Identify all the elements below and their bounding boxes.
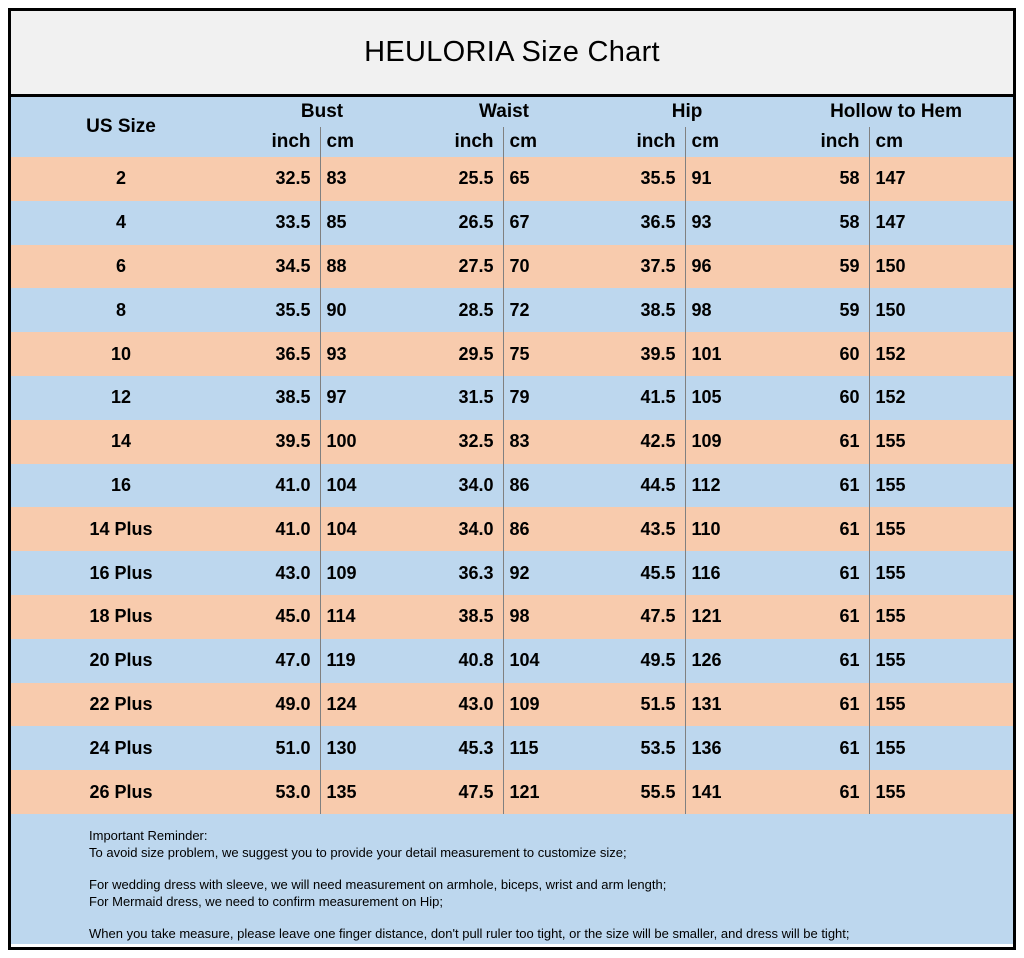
cell-hip-inch: 51.5 xyxy=(595,683,685,727)
cell-hollow-inch: 60 xyxy=(779,376,869,420)
cell-bust-inch: 53.0 xyxy=(231,770,320,814)
cell-us-size: 12 xyxy=(110,387,132,408)
cell-waist-inch: 28.5 xyxy=(413,288,503,332)
reminder-line: For Mermaid dress, we need to confirm measurement on Hip; xyxy=(89,893,444,909)
cell-us-size: 22 Plus xyxy=(89,693,153,714)
cell-hip-inch: 36.5 xyxy=(595,201,685,245)
size-row xyxy=(11,464,1013,508)
cell-hip-inch: 49.5 xyxy=(595,639,685,683)
cell-us-size: 20 Plus xyxy=(89,650,153,671)
cell-us-size: 16 xyxy=(110,474,132,495)
header-hollow-cm: cm xyxy=(869,127,1013,157)
size-row xyxy=(11,683,1013,727)
cell-hollow-cm: 155 xyxy=(875,474,906,495)
header-waist-inch: inch xyxy=(413,127,503,157)
cell-bust-inch: 32.5 xyxy=(231,157,320,201)
cell-hip-cm: 136 xyxy=(691,737,722,758)
cell-bust-inch: 43.0 xyxy=(231,551,320,595)
cell-waist-inch: 32.5 xyxy=(413,420,503,464)
cell-us-size: 18 Plus xyxy=(89,606,153,627)
cell-hip-inch: 47.5 xyxy=(595,595,685,639)
cell-bust-inch: 36.5 xyxy=(231,332,320,376)
cell-bust-inch: 41.0 xyxy=(231,464,320,508)
cell-waist-cm: 70 xyxy=(509,255,530,276)
cell-hollow-cm: 152 xyxy=(875,343,906,364)
cell-waist-cm: 109 xyxy=(509,693,540,714)
cell-hollow-inch: 61 xyxy=(779,420,869,464)
cell-hollow-inch: 61 xyxy=(779,595,869,639)
cell-waist-inch: 43.0 xyxy=(413,683,503,727)
size-row xyxy=(11,420,1013,464)
cell-hollow-cm: 147 xyxy=(875,168,906,189)
reminder-line: When you take measure, please leave one finger distance, don't pull ruler too tight, or the size will be smaller, and dress will be tight; xyxy=(89,925,850,941)
cell-waist-cm: 83 xyxy=(509,431,530,452)
cell-waist-cm: 79 xyxy=(509,387,530,408)
cell-waist-cm: 75 xyxy=(509,343,530,364)
cell-hollow-inch: 61 xyxy=(779,770,869,814)
cell-bust-inch: 41.0 xyxy=(231,507,320,551)
cell-bust-cm: 135 xyxy=(326,781,357,802)
cell-hip-cm: 93 xyxy=(691,212,712,233)
cell-hollow-inch: 58 xyxy=(779,201,869,245)
reminder-line: To avoid size problem, we suggest you to provide your detail measurement to customize size; xyxy=(89,844,627,860)
size-row xyxy=(11,201,1013,245)
table-body xyxy=(11,157,1013,814)
cell-bust-inch: 35.5 xyxy=(231,288,320,332)
cell-hollow-cm: 147 xyxy=(875,212,906,233)
cell-hollow-inch: 61 xyxy=(779,551,869,595)
cell-hollow-cm: 152 xyxy=(875,387,906,408)
cell-us-size: 26 Plus xyxy=(89,781,153,802)
cell-waist-inch: 34.0 xyxy=(413,507,503,551)
cell-waist-cm: 92 xyxy=(509,562,530,583)
cell-hip-cm: 116 xyxy=(691,562,721,583)
cell-waist-cm: 98 xyxy=(509,606,530,627)
cell-us-size: 14 Plus xyxy=(89,518,153,539)
cell-hip-inch: 44.5 xyxy=(595,464,685,508)
cell-waist-inch: 36.3 xyxy=(413,551,503,595)
cell-hip-cm: 121 xyxy=(691,606,722,627)
cell-bust-cm: 104 xyxy=(326,518,357,539)
size-row xyxy=(11,770,1013,814)
cell-bust-cm: 93 xyxy=(326,343,347,364)
cell-hollow-inch: 58 xyxy=(779,157,869,201)
cell-bust-inch: 34.5 xyxy=(231,245,320,289)
cell-hollow-cm: 155 xyxy=(875,650,906,671)
cell-hollow-inch: 61 xyxy=(779,507,869,551)
cell-bust-cm: 97 xyxy=(326,387,347,408)
cell-hip-inch: 35.5 xyxy=(595,157,685,201)
cell-hollow-cm: 150 xyxy=(875,299,906,320)
cell-waist-inch: 26.5 xyxy=(413,201,503,245)
cell-bust-inch: 38.5 xyxy=(231,376,320,420)
size-row xyxy=(11,551,1013,595)
cell-bust-cm: 100 xyxy=(326,431,357,452)
cell-bust-inch: 47.0 xyxy=(231,639,320,683)
cell-waist-cm: 67 xyxy=(509,212,530,233)
reminder-paragraph xyxy=(89,876,1003,910)
cell-waist-inch: 31.5 xyxy=(413,376,503,420)
cell-hollow-inch: 61 xyxy=(779,464,869,508)
cell-bust-cm: 109 xyxy=(326,562,357,583)
cell-waist-inch: 34.0 xyxy=(413,464,503,508)
cell-us-size: 4 xyxy=(115,212,126,233)
cell-hollow-cm: 155 xyxy=(875,562,906,583)
cell-hip-cm: 109 xyxy=(691,431,722,452)
cell-us-size: 16 Plus xyxy=(89,562,153,583)
cell-waist-cm: 72 xyxy=(509,299,530,320)
cell-hip-cm: 98 xyxy=(691,299,712,320)
cell-bust-cm: 114 xyxy=(326,606,356,627)
reminder-line: For wedding dress with sleeve, we will need measurement on armhole, biceps, wrist and arm length; xyxy=(89,876,667,892)
header-hollow-to-hem: Hollow to Hem xyxy=(779,97,1013,127)
cell-waist-inch: 25.5 xyxy=(413,157,503,201)
reminder-notes xyxy=(11,814,1013,944)
cell-bust-cm: 90 xyxy=(326,299,347,320)
cell-hollow-inch: 60 xyxy=(779,332,869,376)
size-row xyxy=(11,245,1013,289)
cell-hollow-inch: 59 xyxy=(779,288,869,332)
cell-bust-cm: 88 xyxy=(326,255,347,276)
header-us-size: US Size xyxy=(11,97,231,157)
size-row xyxy=(11,595,1013,639)
cell-us-size: 6 xyxy=(115,255,126,276)
cell-waist-cm: 86 xyxy=(509,474,530,495)
header-waist: Waist xyxy=(413,97,595,127)
cell-hip-inch: 39.5 xyxy=(595,332,685,376)
cell-hip-inch: 37.5 xyxy=(595,245,685,289)
cell-hollow-inch: 61 xyxy=(779,639,869,683)
cell-us-size: 10 xyxy=(110,343,132,364)
cell-bust-inch: 39.5 xyxy=(231,420,320,464)
cell-us-size: 8 xyxy=(115,299,126,320)
cell-waist-cm: 86 xyxy=(509,518,530,539)
cell-hollow-inch: 59 xyxy=(779,245,869,289)
cell-bust-cm: 83 xyxy=(326,168,347,189)
size-chart-panel xyxy=(8,8,1016,950)
header-waist-cm: cm xyxy=(503,127,595,157)
cell-waist-inch: 45.3 xyxy=(413,726,503,770)
cell-hip-cm: 112 xyxy=(691,474,721,495)
size-row xyxy=(11,332,1013,376)
header-hollow-inch: inch xyxy=(779,127,869,157)
header-bust: Bust xyxy=(231,97,413,127)
cell-bust-inch: 51.0 xyxy=(231,726,320,770)
cell-hip-cm: 126 xyxy=(691,650,722,671)
header-hip-cm: cm xyxy=(685,127,779,157)
cell-hip-cm: 105 xyxy=(691,387,722,408)
size-row xyxy=(11,726,1013,770)
cell-hollow-cm: 155 xyxy=(875,693,906,714)
cell-us-size: 24 Plus xyxy=(89,737,153,758)
cell-hip-cm: 101 xyxy=(691,343,722,364)
cell-hip-cm: 96 xyxy=(691,255,712,276)
table-header xyxy=(11,97,1013,157)
cell-waist-cm: 121 xyxy=(509,781,540,802)
cell-hollow-cm: 155 xyxy=(875,606,906,627)
cell-waist-inch: 38.5 xyxy=(413,595,503,639)
cell-hip-inch: 43.5 xyxy=(595,507,685,551)
chart-title: HEULORIA Size Chart xyxy=(11,11,1013,97)
cell-us-size: 14 xyxy=(110,431,132,452)
cell-hollow-cm: 155 xyxy=(875,518,906,539)
cell-bust-cm: 119 xyxy=(326,650,356,671)
cell-hip-inch: 42.5 xyxy=(595,420,685,464)
cell-hip-cm: 141 xyxy=(691,781,722,802)
cell-bust-inch: 49.0 xyxy=(231,683,320,727)
cell-hollow-inch: 61 xyxy=(779,683,869,727)
cell-bust-cm: 104 xyxy=(326,474,357,495)
cell-hollow-cm: 150 xyxy=(875,255,906,276)
cell-hip-inch: 38.5 xyxy=(595,288,685,332)
cell-hip-cm: 131 xyxy=(691,693,722,714)
cell-hip-inch: 41.5 xyxy=(595,376,685,420)
cell-bust-cm: 85 xyxy=(326,212,347,233)
cell-waist-inch: 47.5 xyxy=(413,770,503,814)
size-row xyxy=(11,288,1013,332)
cell-hip-cm: 91 xyxy=(691,168,712,189)
header-bust-cm: cm xyxy=(320,127,413,157)
header-group-row xyxy=(11,97,1013,127)
cell-hollow-cm: 155 xyxy=(875,781,906,802)
size-table xyxy=(11,97,1013,814)
header-hip-inch: inch xyxy=(595,127,685,157)
cell-hip-cm: 110 xyxy=(691,518,721,539)
cell-hollow-cm: 155 xyxy=(875,431,906,452)
size-row xyxy=(11,507,1013,551)
cell-hip-inch: 45.5 xyxy=(595,551,685,595)
size-row xyxy=(11,639,1013,683)
size-row xyxy=(11,376,1013,420)
cell-waist-cm: 115 xyxy=(509,737,539,758)
cell-waist-inch: 27.5 xyxy=(413,245,503,289)
cell-waist-cm: 104 xyxy=(509,650,540,671)
cell-bust-cm: 124 xyxy=(326,693,357,714)
reminder-line: Important Reminder: xyxy=(89,827,208,843)
size-row xyxy=(11,157,1013,201)
reminder-paragraph xyxy=(89,925,1003,942)
cell-us-size: 2 xyxy=(115,168,126,189)
cell-bust-cm: 130 xyxy=(326,737,357,758)
cell-waist-cm: 65 xyxy=(509,168,530,189)
cell-hip-inch: 53.5 xyxy=(595,726,685,770)
header-hip: Hip xyxy=(595,97,779,127)
cell-waist-inch: 40.8 xyxy=(413,639,503,683)
cell-hip-inch: 55.5 xyxy=(595,770,685,814)
cell-bust-inch: 45.0 xyxy=(231,595,320,639)
header-bust-inch: inch xyxy=(231,127,320,157)
reminder-paragraph xyxy=(89,827,1003,861)
cell-hollow-cm: 155 xyxy=(875,737,906,758)
cell-bust-inch: 33.5 xyxy=(231,201,320,245)
cell-hollow-inch: 61 xyxy=(779,726,869,770)
cell-waist-inch: 29.5 xyxy=(413,332,503,376)
